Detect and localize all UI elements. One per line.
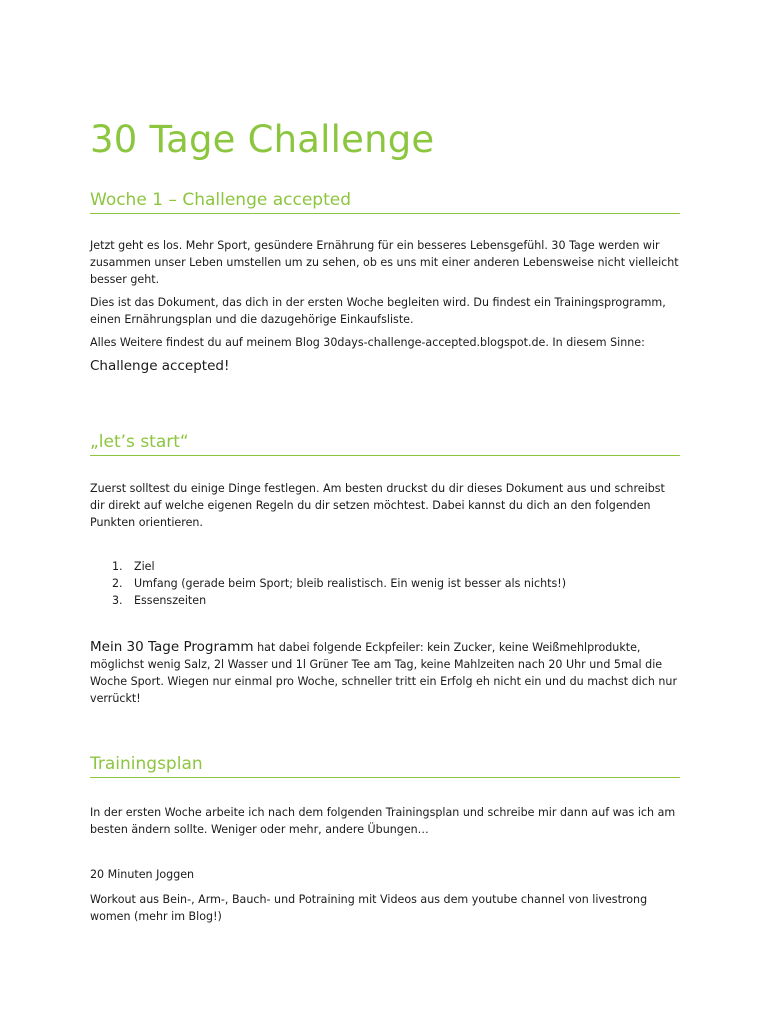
paragraph-workout: Workout aus Bein-, Arm-, Bauch- und Potraining mit Videos aus dem youtube channel von livestrong women (mehr im Blog!): [90, 893, 648, 923]
paragraph-training-intro: In der ersten Woche arbeite ich nach dem folgenden Trainingsplan und schreibe mir dann auf was ich am besten ändern sollte. Weniger oder mehr, andere Übungen…: [90, 806, 676, 836]
paragraph-blog-info: Alles Weitere findest du auf meinem Blog 30days-challenge-accepted.blogspot.de. In diesem Sinne:: [90, 336, 645, 349]
list-number: 2.: [112, 577, 123, 590]
section-heading-week1: Woche 1 – Challenge accepted: [90, 190, 680, 214]
list-number: 3.: [112, 594, 123, 607]
section-heading-training: Trainingsplan: [90, 754, 680, 778]
program-lead-text: Mein 30 Tage Programm: [90, 639, 254, 655]
section-heading-lets-start: „let’s start“: [90, 432, 680, 456]
program-body-text: hat dabei folgende Eckpfeiler: kein Zucker, keine Weißmehlprodukte, möglichst wenig Salz, 2l Wasser und 1l Grüner Tee am Tag, keine Mahlzeiten nach 20 Uhr und 5mal die Woche Sport. Wiegen nur einmal pro Woche, schneller tritt ein Erfolg eh nicht ein und du machst dich nur verrückt!: [90, 641, 678, 705]
list-number: 1.: [112, 560, 123, 573]
list-text: Umfang (gerade beim Sport; bleib realistisch. Ein wenig ist besser als nichts!): [134, 577, 567, 590]
rules-list: [112, 558, 672, 609]
paragraph-program-pillars: [90, 639, 680, 707]
list-item: [112, 592, 672, 609]
list-text: Essenszeiten: [134, 594, 207, 607]
paragraph-intro: Jetzt geht es los. Mehr Sport, gesündere Ernährung für ein besseres Lebensgefühl. 30 Tage werden wir zusammen unser Leben umstellen um zu sehen, ob es uns mit einer anderen Lebensweise nicht vielleicht besser geht.: [90, 239, 679, 286]
paragraph-rules-intro: Zuerst solltest du einige Dinge festlegen. Am besten druckst du dir dieses Dokument aus und schreibst dir direkt auf welche eigenen Regeln du dir setzen möchtest. Dabei kannst du dich an den folgenden Punkten orientieren.: [90, 482, 665, 529]
list-item: [112, 558, 672, 575]
list-item: [112, 575, 672, 592]
paragraph-challenge-accepted: Challenge accepted!: [90, 358, 230, 374]
list-text: Ziel: [134, 560, 155, 573]
paragraph-document-info: Dies ist das Dokument, das dich in der ersten Woche begleiten wird. Du findest ein Trainingsprogramm, einen Ernährungsplan und die dazugehörige Einkaufsliste.: [90, 296, 666, 326]
document-title: 30 Tage Challenge: [90, 118, 435, 161]
paragraph-jogging: 20 Minuten Joggen: [90, 868, 195, 881]
